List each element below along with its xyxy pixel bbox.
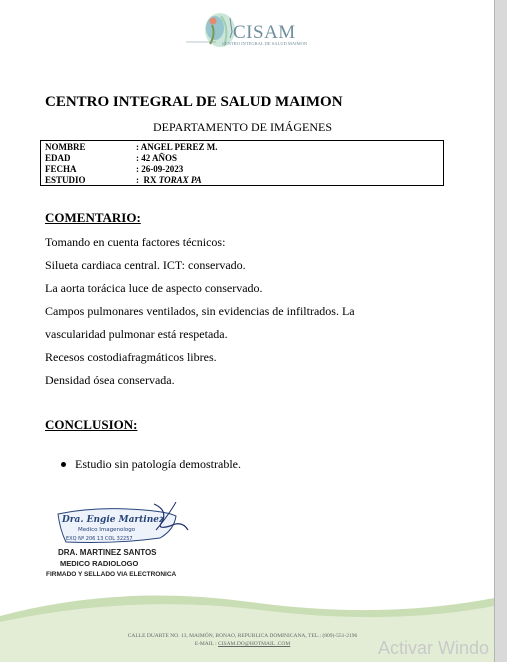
- patient-info-box: [40, 140, 444, 186]
- activation-watermark: Activar Windo: [378, 638, 490, 658]
- signer-name: DRA. MARTINEZ SANTOS: [58, 548, 157, 557]
- comment-line: Silueta cardiaca central. ICT: conservado.: [45, 258, 246, 272]
- comment-line: Densidad ósea conservada.: [45, 373, 175, 387]
- logo-text: CISAM: [233, 22, 296, 43]
- svg-text:Dra. Engie Martinez: Dra. Engie Martinez: [62, 515, 165, 525]
- comment-line: vascularidad pulmonar está respetada.: [45, 327, 228, 341]
- comment-title: COMENTARIO:: [45, 210, 141, 225]
- info-value: [136, 175, 202, 186]
- signature-note: FIRMADO Y SELLADO VIA ELECTRONICA: [46, 571, 177, 578]
- info-value: : 26-09-2023: [136, 164, 184, 174]
- info-label: EDAD: [45, 153, 71, 163]
- info-value: : ANGEL PEREZ M.: [136, 142, 218, 152]
- svg-text:Medico Imagenologo: Medico Imagenologo: [78, 527, 136, 533]
- svg-text:EXQ Nº 206 13 COL 32257: EXQ Nº 206 13 COL 32257: [66, 536, 133, 542]
- comment-line: Recesos costodiafragmáticos libres.: [45, 350, 217, 364]
- comment-line: La aorta torácica luce de aspecto conservado.: [45, 281, 263, 295]
- signature-stamp: [56, 500, 191, 546]
- footer-email-link[interactable]: CISAM.DO@HOTMAIL .COM: [218, 641, 291, 647]
- page-title: CENTRO INTEGRAL DE SALUD MAIMON: [45, 94, 343, 110]
- comment-line: Tomando en cuenta factores técnicos:: [45, 235, 226, 249]
- study-name: TORAX PA: [158, 175, 202, 185]
- signer-role: MEDICO RADIOLOGO: [60, 559, 139, 568]
- department-label: DEPARTAMENTO DE IMÁGENES: [153, 120, 332, 134]
- study-prefix: : RX: [136, 175, 159, 185]
- logo-tagline: CENTRO INTEGRAL DE SALUD MAIMON: [222, 41, 308, 46]
- info-label: ESTUDIO: [45, 175, 86, 185]
- conclusion-item: Estudio sin patología demostrable.: [75, 457, 241, 471]
- bullet-icon: [61, 462, 66, 467]
- comment-line: Campos pulmonares ventilados, sin evidencias de infiltrados. La: [45, 304, 355, 318]
- info-label: NOMBRE: [45, 142, 86, 152]
- department-subtitle: [0, 120, 485, 135]
- footer-address: CALLE DUARTE NO. 13, MAIMÓN, BONAO, REPUBLICA DOMINICANA, TEL.: (809)-551-2196: [127, 633, 358, 639]
- info-value: : 42 AÑOS: [136, 153, 178, 163]
- footer-email-prefix: E-MAIL :: [194, 641, 219, 647]
- info-label: FECHA: [45, 164, 77, 174]
- conclusion-title: CONCLUSION:: [45, 417, 138, 432]
- page-edge: [495, 0, 507, 662]
